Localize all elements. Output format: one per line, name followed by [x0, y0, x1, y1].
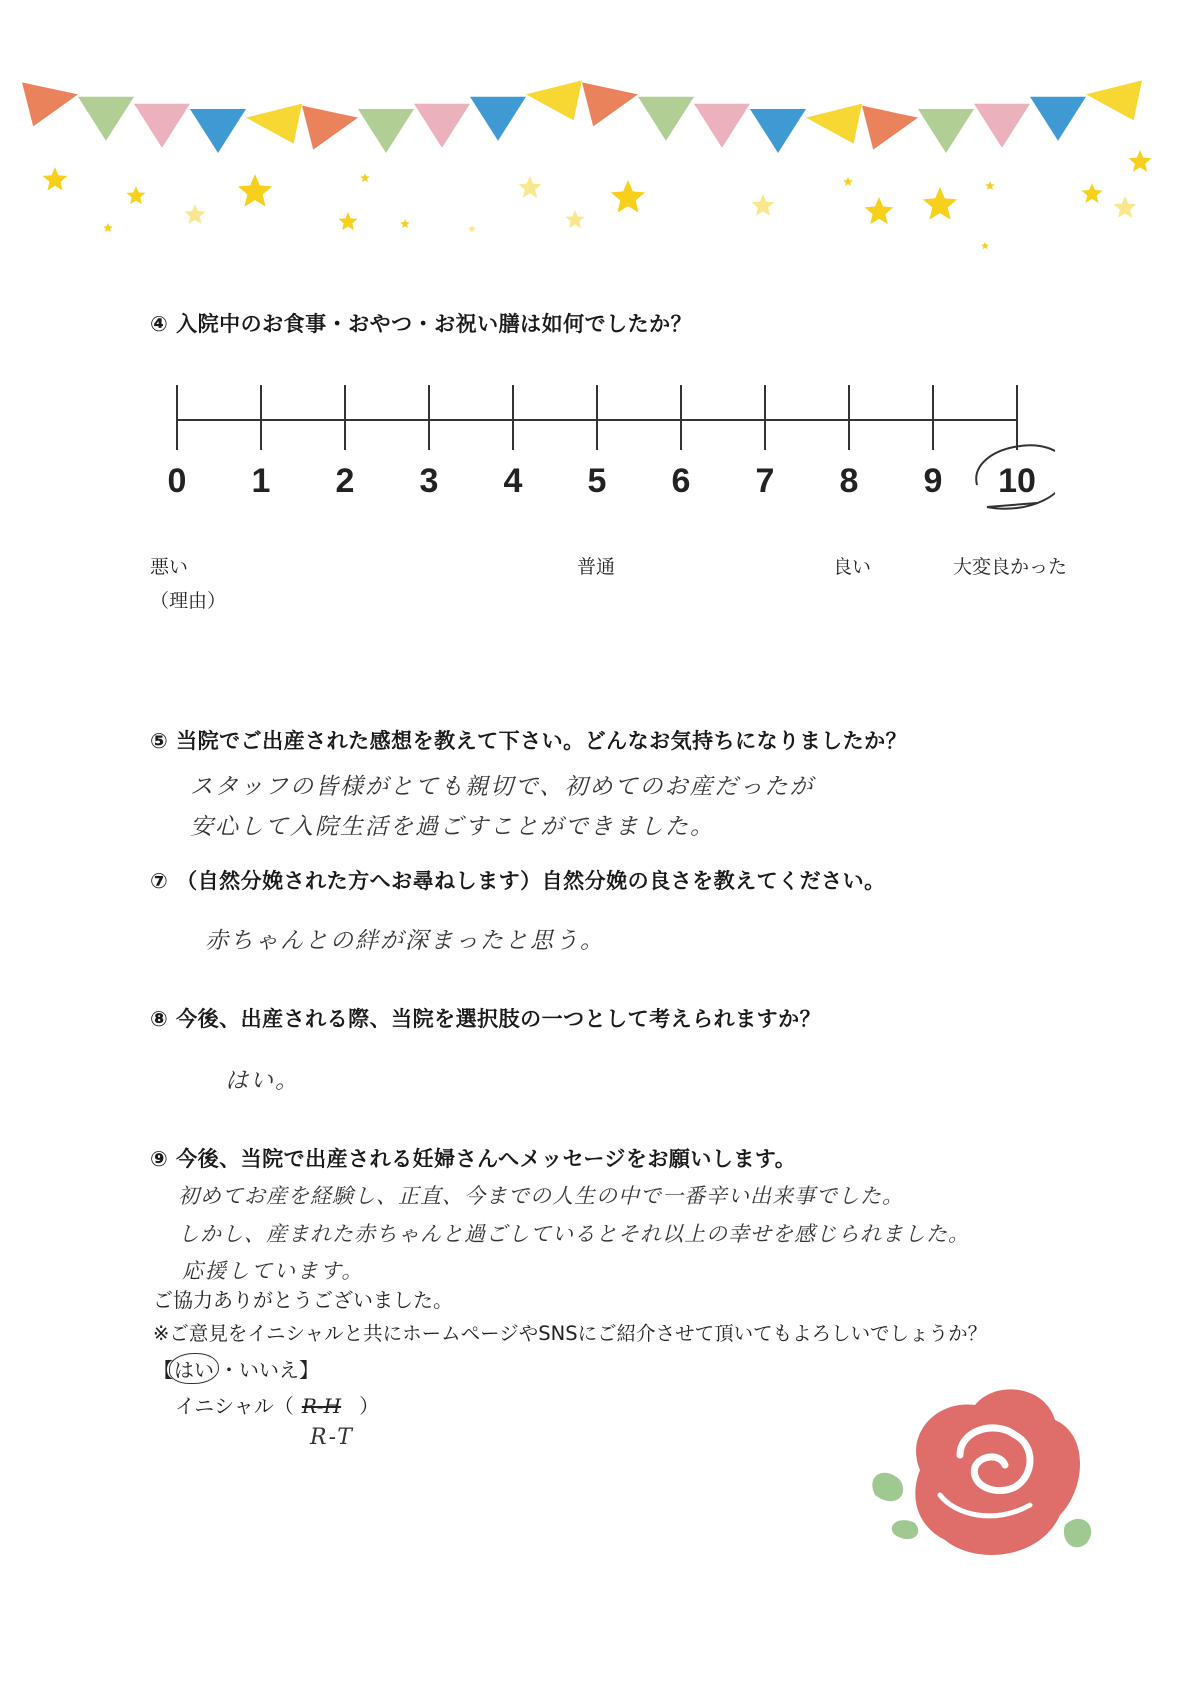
star-icon	[339, 212, 358, 230]
answer-7: 赤ちゃんとの絆が深まったと思う。	[205, 928, 605, 954]
star-icon	[400, 219, 410, 228]
flag-9	[526, 80, 582, 120]
label-good: 良い	[833, 556, 872, 578]
star-icon	[566, 210, 585, 228]
flag-13	[750, 109, 806, 153]
flag-19	[1086, 80, 1142, 120]
star-icon	[752, 194, 775, 216]
label-normal: 普通	[577, 556, 616, 578]
star-icon	[843, 177, 853, 186]
flag-18	[1030, 97, 1086, 141]
star-icon	[923, 187, 957, 220]
star-icon	[1114, 196, 1137, 218]
label-bad: 悪い	[150, 556, 189, 578]
rating-scale	[155, 375, 1055, 525]
flag-16	[918, 109, 974, 153]
answer-5-line2: 安心して入院生活を過ごすことができました。	[190, 814, 715, 840]
star-icon	[238, 174, 272, 207]
answer-8: はい。	[225, 1068, 300, 1094]
flag-12	[694, 104, 750, 148]
initial-value: R-T	[310, 1425, 354, 1450]
label-very-good: 大変良かった	[953, 556, 1068, 578]
star-icon	[519, 176, 542, 198]
scale-tick-label-2: 2	[335, 462, 355, 500]
thanks-text: ご協力ありがとうございました。	[153, 1288, 453, 1312]
answer-9-line1: 初めてお産を経験し、正直、今までの人生の中で一番辛い出来事でした。	[178, 1184, 904, 1208]
initial-row	[175, 1390, 379, 1419]
consent-options	[153, 1353, 319, 1384]
question-8: ⑧ 今後、出産される際、当院を選択肢の一つとして考えられますか？	[150, 1007, 822, 1031]
flag-2	[134, 104, 190, 148]
flag-10	[582, 82, 638, 126]
initial-crossed: R-H	[301, 1394, 342, 1418]
star-icon	[865, 197, 894, 224]
initial-close: ）	[359, 1394, 380, 1418]
scale-tick-label-10: 10	[998, 462, 1036, 500]
star-icon	[985, 181, 995, 190]
rose-leaf-left	[872, 1473, 903, 1501]
reason-label: （理由）	[150, 590, 227, 612]
star-icon	[103, 223, 113, 232]
scale-tick-label-3: 3	[419, 462, 439, 500]
answer-9-line3: 応援しています。	[182, 1259, 365, 1283]
scale-tick-label-8: 8	[839, 462, 859, 500]
flag-17	[974, 104, 1030, 148]
question-5: ⑤ 当院でご出産された感想を教えて下さい。どんなお気持ちになりましたか？	[150, 729, 908, 753]
question-4: ④ 入院中のお食事・おやつ・お祝い膳は如何でしたか？	[150, 312, 693, 336]
question-9: ⑨ 今後、当院で出産される妊婦さんへメッセージをお願いします。	[150, 1147, 797, 1171]
flag-6	[358, 109, 414, 153]
rose-outer-petals	[915, 1389, 1080, 1555]
rose-leaf-bottom	[892, 1520, 918, 1539]
consent-no[interactable]: いいえ	[239, 1358, 299, 1382]
rose-leaf-right	[1064, 1519, 1091, 1548]
scale-tick-label-7: 7	[755, 462, 775, 500]
flag-3	[190, 109, 246, 153]
scale-tick-label-6: 6	[671, 462, 691, 500]
star-icon	[127, 186, 146, 204]
flag-7	[414, 104, 470, 148]
star-icon	[43, 167, 68, 191]
initial-label: イニシャル（	[175, 1394, 294, 1418]
flag-8	[470, 97, 526, 141]
star-icon	[1129, 150, 1152, 172]
answer-5-line1: スタッフの皆様がとても親切で、初めてのお産だったが	[190, 774, 815, 800]
bracket-open: 【	[153, 1358, 173, 1382]
rose-icon	[865, 1375, 1105, 1595]
flag-15	[862, 106, 918, 150]
flag-11	[638, 97, 694, 141]
star-icon	[1082, 183, 1103, 203]
star-icon	[611, 180, 645, 213]
scale-tick-label-5: 5	[587, 462, 607, 500]
bunting-flags-icon	[0, 0, 1190, 260]
flag-1	[78, 97, 134, 141]
consent-yes[interactable]: はい	[169, 1353, 219, 1384]
consent-question: ※ご意見をイニシャルと共にホームページやSNSにご紹介させて頂いてもよろしいでしょうか？	[153, 1322, 988, 1345]
bracket-close: 】	[299, 1358, 319, 1382]
scale-tick-label-0: 0	[167, 462, 187, 500]
star-icon	[981, 242, 989, 249]
scale-tick-label-1: 1	[251, 462, 271, 500]
star-icon	[360, 173, 370, 182]
answer-9-line2: しかし、産まれた赤ちゃんと過ごしているとそれ以上の幸せを感じられました。	[178, 1222, 970, 1246]
consent-separator: ・	[219, 1358, 239, 1382]
star-icon	[468, 225, 476, 232]
star-icon	[185, 204, 206, 224]
flag-5	[302, 106, 358, 150]
scale-tick-label-9: 9	[923, 462, 943, 500]
question-7: ⑦ （自然分娩された方へお尋ねします）自然分娩の良さを教えてください。	[150, 869, 886, 893]
scale-tick-label-4: 4	[503, 462, 523, 500]
